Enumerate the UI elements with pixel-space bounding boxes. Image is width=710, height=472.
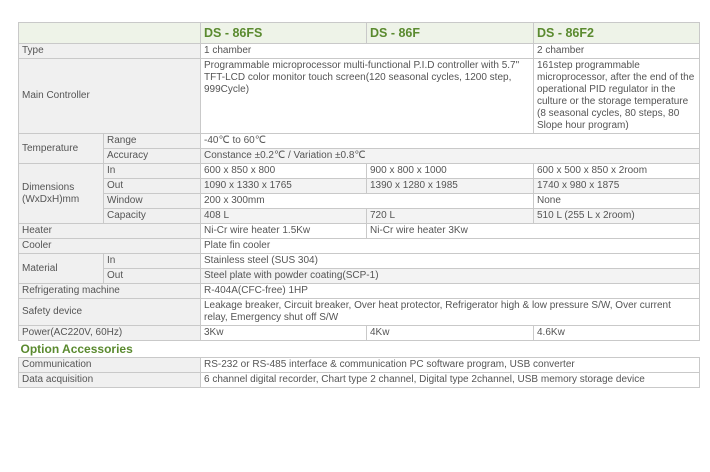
type-value-fs-f: 1 chamber (201, 44, 534, 59)
main-controller-label: Main Controller (19, 59, 201, 134)
type-value-f2: 2 chamber (534, 44, 700, 59)
temperature-label: Temperature (19, 134, 104, 164)
communication-value: RS-232 or RS-485 interface & communication PC software program, USB converter (201, 358, 700, 373)
dimensions-window-label: Window (104, 194, 201, 209)
communication-row (19, 358, 700, 373)
material-in-label: In (104, 254, 201, 269)
data-acquisition-value: 6 channel digital recorder, Chart type 2 channel, Digital type 2channel, USB memory storage device (201, 373, 700, 388)
dimensions-in-label: In (104, 164, 201, 179)
dimensions-capacity-label: Capacity (104, 209, 201, 224)
heater-row (19, 224, 700, 239)
model-header-row (19, 23, 700, 44)
type-label: Type (19, 44, 201, 59)
dimensions-in-fs: 600 x 850 x 800 (201, 164, 367, 179)
dimensions-label-line-1: Dimensions (22, 181, 75, 193)
main-controller-row (19, 59, 700, 134)
refrigerating-value: R-404A(CFC-free) 1HP (201, 284, 700, 299)
safety-value: Leakage breaker, Circuit breaker, Over heat protector, Refrigerator high & low pressure S/W, Over current relay, Emergency shut off S/W (201, 299, 700, 326)
temperature-range-value: -40℃ to 60℃ (201, 134, 700, 149)
model-header-ds-86fs: DS - 86FS (201, 23, 367, 44)
power-row (19, 326, 700, 341)
heater-value-fs: Ni-Cr wire heater 1.5Kw (201, 224, 367, 239)
cooler-value: Plate fin cooler (201, 239, 700, 254)
main-controller-value-f2: 161step programmable microprocessor, after the end of the operational PID regulator in the culture or the storage temperature (8 seasonal cycles, 80 steps, 80 Slope hour program) (534, 59, 700, 134)
data-acquisition-row (19, 373, 700, 388)
material-out-label: Out (104, 269, 201, 284)
dimensions-capacity-f: 720 L (367, 209, 534, 224)
safety-label: Safety device (19, 299, 201, 326)
temperature-accuracy-label: Accuracy (104, 149, 201, 164)
dimensions-window-row (19, 194, 700, 209)
dimensions-in-f: 900 x 800 x 1000 (367, 164, 534, 179)
power-value-f: 4Kw (367, 326, 534, 341)
model-header-ds-86f2: DS - 86F2 (534, 23, 700, 44)
data-acquisition-label: Data acquisition (19, 373, 201, 388)
header-empty-cell (19, 23, 201, 44)
option-accessories-header-row (19, 341, 700, 358)
main-controller-value-fs-f: Programmable microprocessor multi-functional P.I.D controller with 5.7" TFT-LCD color monitor touch screen(120 seasonal cycles, 1200 step, 999Cycle) (201, 59, 534, 134)
dimensions-in-row (19, 164, 700, 179)
communication-label: Communication (19, 358, 201, 373)
dimensions-out-fs: 1090 x 1330 x 1765 (201, 179, 367, 194)
cooler-label: Cooler (19, 239, 201, 254)
refrigerating-row (19, 284, 700, 299)
dimensions-out-f2: 1740 x 980 x 1875 (534, 179, 700, 194)
dimensions-out-row (19, 179, 700, 194)
temperature-range-row (19, 134, 700, 149)
power-value-fs: 3Kw (201, 326, 367, 341)
type-row (19, 44, 700, 59)
dimensions-label-line-2: (WxDxH)mm (22, 193, 80, 205)
heater-value-f-f2: Ni-Cr wire heater 3Kw (367, 224, 700, 239)
temperature-accuracy-row (19, 149, 700, 164)
material-label: Material (19, 254, 104, 284)
temperature-range-label: Range (104, 134, 201, 149)
dimensions-window-fs-f: 200 x 300mm (201, 194, 534, 209)
material-out-value: Steel plate with powder coating(SCP-1) (201, 269, 700, 284)
power-value-f2: 4.6Kw (534, 326, 700, 341)
dimensions-capacity-fs: 408 L (201, 209, 367, 224)
dimensions-out-f: 1390 x 1280 x 1985 (367, 179, 534, 194)
material-in-value: Stainless steel (SUS 304) (201, 254, 700, 269)
dimensions-window-f2: None (534, 194, 700, 209)
power-label: Power(AC220V, 60Hz) (19, 326, 201, 341)
dimensions-label (19, 164, 104, 224)
dimensions-capacity-f2: 510 L (255 L x 2room) (534, 209, 700, 224)
model-header-ds-86f: DS - 86F (367, 23, 534, 44)
safety-row (19, 299, 700, 326)
dimensions-in-f2: 600 x 500 x 850 x 2room (534, 164, 700, 179)
dimensions-capacity-row (19, 209, 700, 224)
option-accessories-title: Option Accessories (19, 341, 700, 358)
material-out-row (19, 269, 700, 284)
spec-table (18, 22, 700, 388)
material-in-row (19, 254, 700, 269)
cooler-row (19, 239, 700, 254)
temperature-accuracy-value: Constance ±0.2℃ / Variation ±0.8℃ (201, 149, 700, 164)
refrigerating-label: Refrigerating machine (19, 284, 201, 299)
heater-label: Heater (19, 224, 201, 239)
dimensions-out-label: Out (104, 179, 201, 194)
